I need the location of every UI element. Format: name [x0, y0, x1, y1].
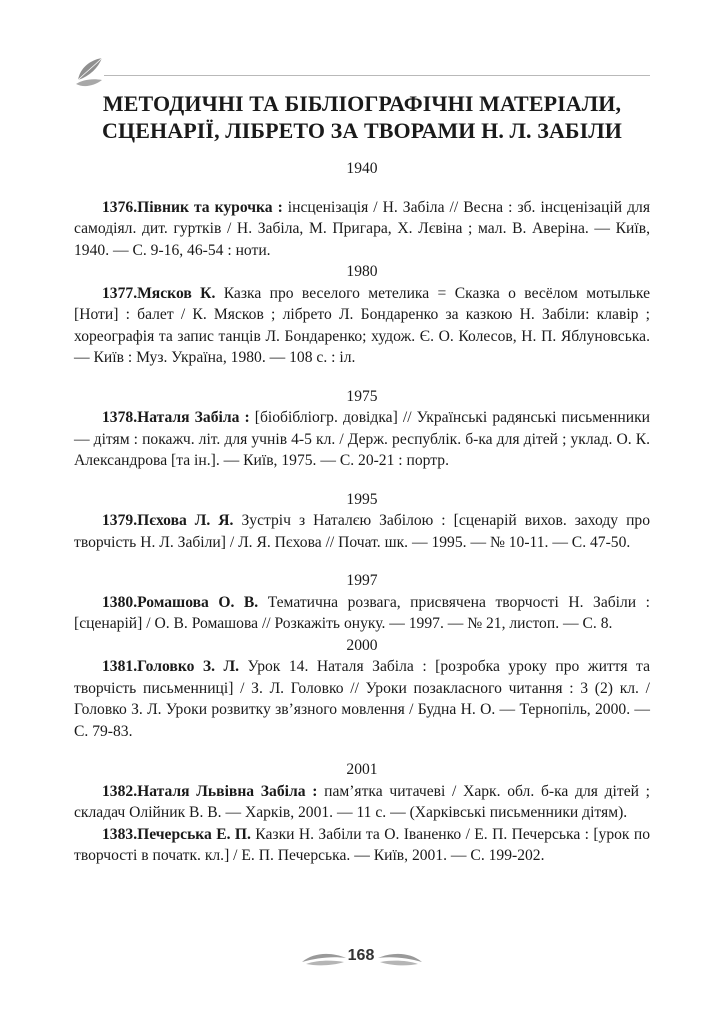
entry-text: Казка про веселого метелика = Сказка о весёлом мотыльке [Ноти] : балет / К. Мясков ; лібрето Л. Бондаренко за казкою Н. Забіли: клавір ; хореографія та запис танців Л. Бондаренко; худож. Є. О. Колесов, Н. П. Яблуновська. — Київ : Муз. Україна, 1980. — 108 с. : іл. [74, 284, 650, 366]
page-title-line-2: СЦЕНАРІЇ, ЛІБРЕТО ЗА ТВОРАМИ Н. Л. ЗАБІЛИ [102, 118, 622, 143]
entry-1378 [74, 407, 650, 472]
bibliography-list [74, 158, 650, 867]
entry-number: 1380. [102, 593, 138, 611]
entry-lead: Пєхова Л. Я. [137, 512, 234, 529]
entry-number: 1382. [102, 782, 138, 800]
entry-lead: Наталя Львівна Забіла : [137, 782, 318, 800]
entry-lead: Ромашова О. В. [137, 593, 259, 611]
entry-1383 [74, 824, 650, 867]
year-heading: 2000 [346, 636, 378, 654]
entry-number: 1376. [102, 198, 138, 216]
entry-1376 [74, 197, 650, 262]
entry-text: [біобібліогр. довідка] // Українські радянські письменники — дітям : покажч. літ. для учнів 4-5 кл. / Держ. республік. б-ка для дітей ; уклад. О. К. Александрова [та ін.]. — Київ, 1975. — С. 20-21 : портр. [74, 409, 650, 469]
entry-number: 1379. [102, 512, 138, 529]
entry-1380 [74, 592, 650, 635]
entry-text: інсценізація / Н. Забіла // Весна : зб. інсценізацій для самодіял. дит. гуртків / Н. Забіла, М. Пригара, Х. Лєвіна ; мал. В. Аверіна. — Київ, 1940. — С. 9-16, 46-54 : ноти. [74, 198, 650, 259]
year-heading: 2001 [346, 761, 378, 778]
year-heading: 1940 [346, 160, 378, 177]
entry-1382 [74, 781, 650, 824]
entry-lead: Півник та курочка : [137, 198, 283, 216]
entry-text: Казки Н. Забіли та О. Іваненко / Е. П. Печерська : [урок по творчості в початк. кл.] / Е. П. Печерська. — Київ, 2001. — С. 199-202. [74, 825, 650, 864]
entry-1381 [74, 656, 650, 742]
header-rule [104, 75, 650, 76]
leaf-ornament-icon [72, 50, 112, 90]
entry-1379 [74, 510, 650, 553]
entry-lead: Головко З. Л. [137, 658, 240, 675]
entry-text: Зустріч з Наталєю Забілою : [сценарій вихов. заходу про творчість Н. Л. Забіли] / Л. Я. Пєхова // Почат. шк. — 1995. — № 10-11. — С. 47-50. [74, 512, 651, 551]
entry-text: пам’ятка читачеві / Харк. обл. б-ка для дітей ; складач Олійник В. В. — Харків, 2001. — 11 с. — (Харківські письменники дітям). [74, 782, 650, 821]
entry-1377 [74, 283, 650, 369]
entry-lead: Мясков К. [137, 284, 216, 302]
entry-number: 1377. [102, 284, 138, 302]
entry-number: 1378. [102, 409, 138, 426]
entry-text: Урок 14. Наталя Забіла : [розробка уроку про життя та творчість письменниці] / З. Л. Головко // Уроки позакласного читання : 3 (2) кл. / Головко З. Л. Уроки розвитку зв’язного мовлення / Будна Н. О. — Тернопіль, 2000. — С. 79-83. [74, 658, 650, 740]
entry-number: 1383. [102, 825, 138, 843]
entry-number: 1381. [102, 658, 138, 675]
year-heading: 1980 [346, 263, 378, 280]
entry-lead: Наталя Забіла : [137, 409, 250, 426]
year-heading: 1975 [346, 387, 378, 405]
page-title-line-1: МЕТОДИЧНІ ТА БІБЛІОГРАФІЧНІ МАТЕРІАЛИ, [102, 91, 622, 116]
year-heading: 1995 [346, 490, 378, 508]
entry-lead: Печерська Е. П. [137, 825, 251, 843]
entry-text: Тематична розвага, присвячена творчості Н. Забіли : [сценарій] / О. В. Ромашова // Розкажіть онуку. — 1997. — № 21, листоп. — С. 8. [74, 593, 650, 632]
page-footer [0, 944, 722, 974]
page-title [74, 90, 650, 144]
year-heading: 1997 [346, 572, 378, 589]
page-number: 168 [347, 947, 375, 964]
swoosh-right-icon [376, 950, 424, 968]
